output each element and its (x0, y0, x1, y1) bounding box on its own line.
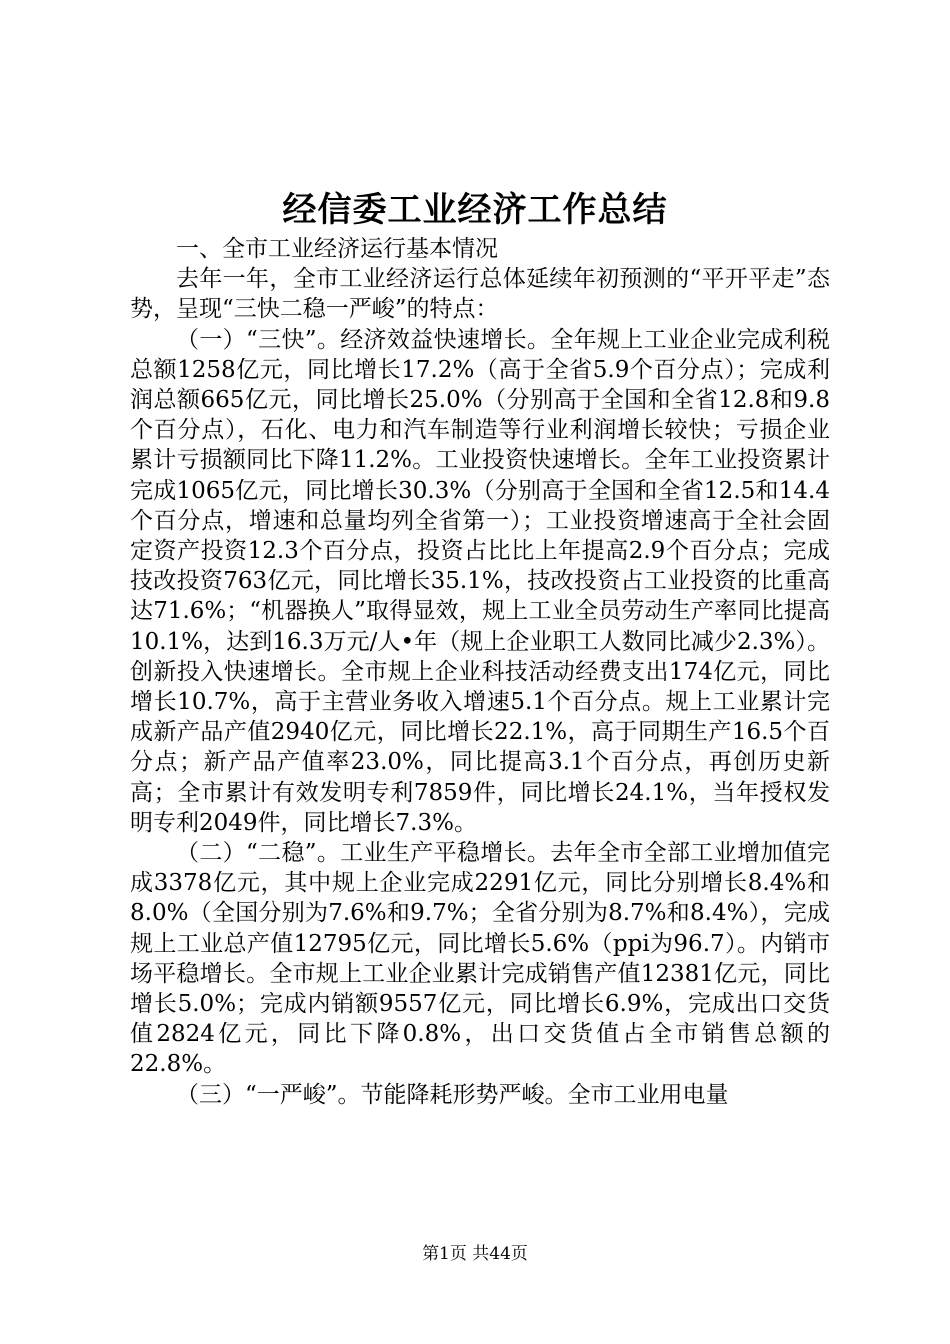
document-title: 经信委工业经济工作总结 (282, 190, 668, 230)
paragraph-three-fast: （一）“三快”。经济效益快速增长。全年规上工业企业完成利税总额1258亿元，同比增长17.2%（高于全省5.9个百分点）；完成利润总额665亿元，同比增长25.0%（分别高于全国和全省12.8和9.8个百分点），石化、电力和汽车制造等行业利润增长较快；亏损企业累计亏损额同比下降11.2%。工业投资快速增长。全年工业投资累计完成1065亿元，同比增长30.3%（分别高于全国和全省12.5和14.4个百分点，增速和总量均列全省第一）；工业投资增速高于全社会固定资产投资12.3个百分点，投资占比比上年提高2.9个百分点；完成技改投资763亿元，同比增长35.1%，技改投资占工业投资的比重高达71.6%；“机器换人”取得显效，规上工业全员劳动生产率同比提高10.1%，达到16.3万元/人•年（规上企业职工人数同比减少2.3%）。创新投入快速增长。全市规上企业科技活动经费支出174亿元，同比增长10.7%，高于主营业务收入增速5.1个百分点。规上工业累计完成新产品产值2940亿元，同比增长22.1%，高于同期生产16.5个百分点；新产品产值率23.0%，同比提高3.1个百分点，再创历史新高；全市累计有效发明专利7859件，同比增长24.1%，当年授权发明专利2049件，同比增长7.3%。 (130, 326, 830, 836)
page-footer: 第1页 共44页 (422, 1244, 528, 1264)
paragraph-two-stable: （二）“二稳”。工业生产平稳增长。去年全市全部工业增加值完成3378亿元，其中规上企业完成2291亿元，同比分别增长8.4%和8.0%（全国分别为7.6%和9.7%；全省分别为8.7%和8.4%），完成规上工业总产值12795亿元，同比增长5.6%（ppi为96.7）。内销市场平稳增长。全市规上工业企业累计完成销售产值12381亿元，同比增长5.0%；完成内销额9557亿元，同比增长6.9%，完成出口交货值2824亿元，同比下降0.8%，出口交货值占全市销售总额的22.8%。 (130, 840, 830, 1078)
intro-paragraph: 去年一年，全市工业经济运行总体延续年初预测的“平开平走”态势，呈现“三快二稳一严峻”的特点： (130, 266, 830, 323)
paragraph-one-severe: （三）“一严峻”。节能降耗形势严峻。全市工业用电量 (176, 1081, 729, 1108)
section-heading: 一、全市工业经济运行基本情况 (176, 236, 498, 262)
document-body (130, 234, 830, 1110)
